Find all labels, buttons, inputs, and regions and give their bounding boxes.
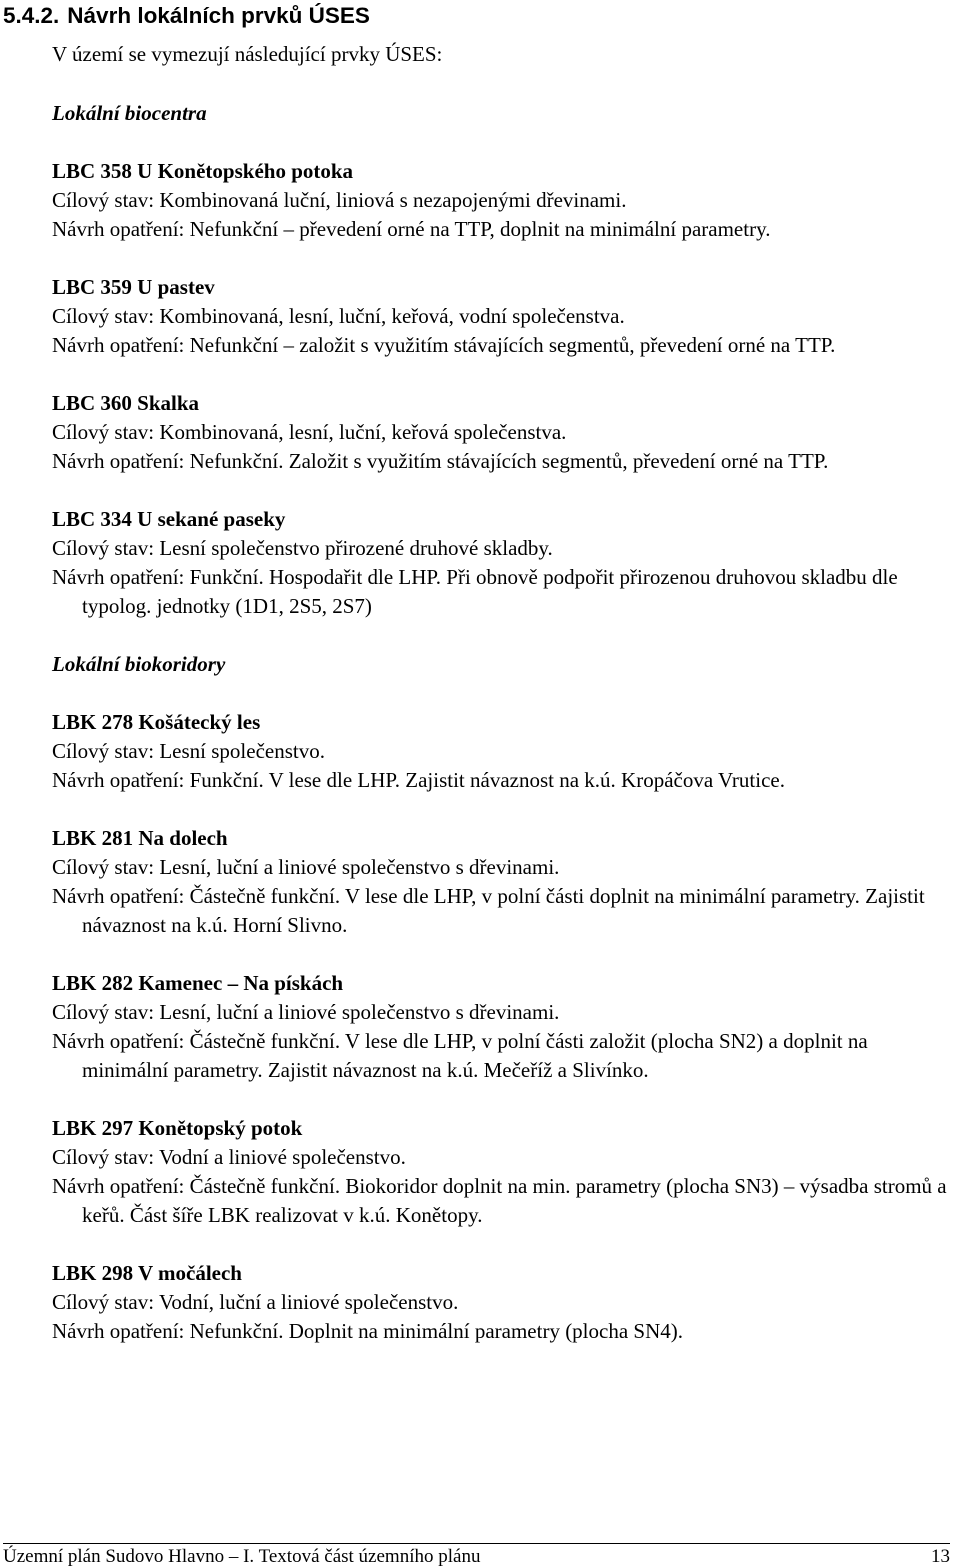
biocentrum-element [52, 505, 947, 621]
biokoridory-list [52, 708, 947, 1346]
footer-text: Územní plán Sudovo Hlavno – I. Textová část územního plánu [3, 1546, 481, 1567]
target-state-text: Cílový stav: Kombinovaná, lesní, luční, keřová společenstva. [52, 420, 567, 444]
biokoridor-element-title: LBK 297 Konětopský potok [52, 1116, 303, 1140]
target-state-text: Cílový stav: Kombinovaná luční, liniová s nezapojenými dřevinami. [52, 188, 627, 212]
biokoridor-element [52, 1259, 947, 1346]
biokoridor-element [52, 824, 947, 940]
proposed-measure-text: Návrh opatření: Částečně funkční. Biokoridor doplnit na min. parametry (plocha SN3) – výsadba stromů a keřů. Část šíře LBK realizovat v k.ú. Konětopy. [52, 1174, 947, 1227]
biocentrum-element-title: LBC 360 Skalka [52, 391, 200, 415]
proposed-measure-text: Návrh opatření: Nefunkční. Založit s využitím stávajících segmentů, převedení orné na TTP. [52, 449, 829, 473]
biokoridor-element [52, 1114, 947, 1230]
proposed-measure-text: Návrh opatření: Částečně funkční. V lese dle LHP, v polní části doplnit na minimální parametry. Zajistit návaznost na k.ú. Horní Slivno. [52, 884, 925, 937]
biocentra-list [52, 157, 947, 621]
proposed-measure-text: Návrh opatření: Nefunkční. Doplnit na minimální parametry (plocha SN4). [52, 1319, 683, 1343]
document-body [52, 40, 947, 1375]
biocentra-section-title: Lokální biocentra [52, 101, 207, 125]
page-footer [3, 1543, 950, 1568]
biocentrum-element [52, 273, 947, 360]
target-state-text: Cílový stav: Lesní společenstvo. [52, 739, 325, 763]
proposed-measure-text: Návrh opatření: Funkční. Hospodařit dle LHP. Při obnově podpořit přirozenou druhovou skladbu dle typolog. jednotky (1D1, 2S5, 2S7) [52, 565, 898, 618]
target-state-text: Cílový stav: Lesní, luční a liniové společenstvo s dřevinami. [52, 855, 560, 879]
proposed-measure-text: Návrh opatření: Nefunkční – převedení orné na TTP, doplnit na minimální parametry. [52, 217, 771, 241]
target-state-text: Cílový stav: Lesní společenstvo přirozené druhové skladby. [52, 536, 553, 560]
target-state-text: Cílový stav: Kombinovaná, lesní, luční, keřová, vodní společenstva. [52, 304, 625, 328]
biocentrum-element-title: LBC 334 U sekané paseky [52, 507, 286, 531]
biocentrum-element-title: LBC 359 U pastev [52, 275, 215, 299]
target-state-text: Cílový stav: Vodní a liniové společenstvo. [52, 1145, 406, 1169]
biokoridor-element-title: LBK 278 Košátecký les [52, 710, 261, 734]
biocentrum-element-title: LBC 358 U Konětopského potoka [52, 159, 354, 183]
page-number: 13 [931, 1546, 950, 1567]
biokoridor-element-title: LBK 281 Na dolech [52, 826, 228, 850]
intro-text: V území se vymezují následující prvky ÚSES: [52, 42, 443, 66]
heading-title: Návrh lokálních prvků ÚSES [67, 3, 370, 28]
target-state-text: Cílový stav: Lesní, luční a liniové společenstvo s dřevinami. [52, 1000, 560, 1024]
biokoridor-element-title: LBK 282 Kamenec – Na pískách [52, 971, 344, 995]
biokoridory-section-title: Lokální biokoridory [52, 652, 226, 676]
section-heading [3, 2, 370, 30]
biokoridor-element [52, 969, 947, 1085]
biocentrum-element [52, 157, 947, 244]
heading-number: 5.4.2. [3, 3, 60, 28]
biocentrum-element [52, 389, 947, 476]
proposed-measure-text: Návrh opatření: Částečně funkční. V lese dle LHP, v polní části založit (plocha SN2) a doplnit na minimální parametry. Zajistit návaznost na k.ú. Mečeříž a Slivínko. [52, 1029, 868, 1082]
biokoridor-element-title: LBK 298 V močálech [52, 1261, 242, 1285]
proposed-measure-text: Návrh opatření: Nefunkční – založit s využitím stávajících segmentů, převedení orné na TTP. [52, 333, 836, 357]
proposed-measure-text: Návrh opatření: Funkční. V lese dle LHP. Zajistit návaznost na k.ú. Kropáčova Vrutice. [52, 768, 785, 792]
biokoridor-element [52, 708, 947, 795]
target-state-text: Cílový stav: Vodní, luční a liniové společenstvo. [52, 1290, 459, 1314]
